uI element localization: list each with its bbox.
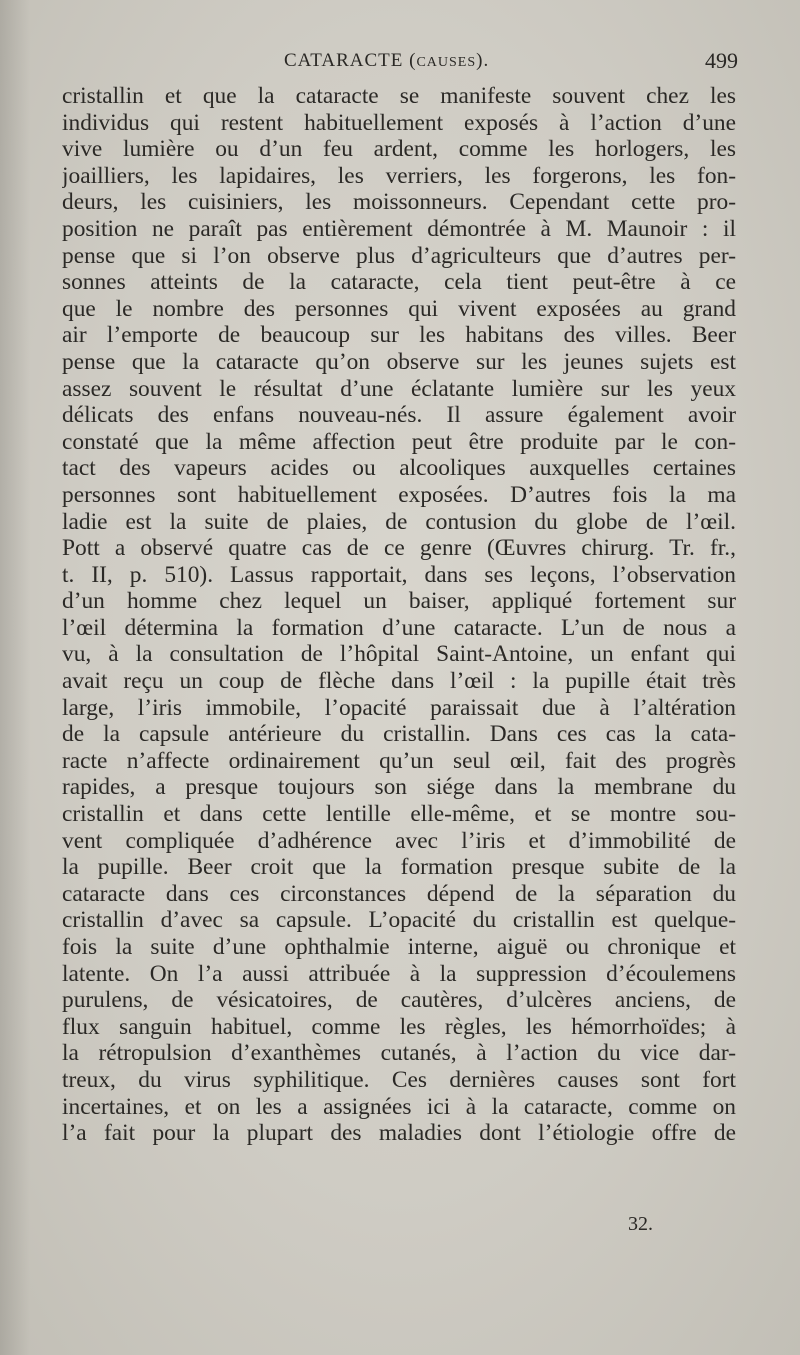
text-line: vent compliquée d’adhérence avec l’iris et d’immobilité de xyxy=(62,827,736,854)
text-line: assez souvent le résultat d’une éclatante lumière sur les yeux xyxy=(62,375,736,402)
running-head-main: CATARACTE ( xyxy=(284,50,417,71)
text-line: air l’emporte de beaucoup sur les habitans des villes. Beer xyxy=(62,322,736,349)
text-line: latente. On l’a aussi attribuée à la suppression d’écoulemens xyxy=(62,960,736,987)
text-line: la rétropulsion d’exanthèmes cutanés, à l’action du vice dar- xyxy=(62,1040,736,1067)
text-line: constaté que la même affection peut être produite par le con- xyxy=(62,428,736,455)
body-text xyxy=(62,83,736,1147)
page-edge-shadow xyxy=(0,0,30,1355)
text-line: cristallin et dans cette lentille elle-même, et se montre sou- xyxy=(62,801,736,828)
text-line: l’a fait pour la plupart des maladies dont l’étiologie offre de xyxy=(62,1120,736,1147)
text-line: cristallin et que la cataracte se manifeste souvent chez les xyxy=(62,83,736,109)
text-line: que le nombre des personnes qui vivent exposées au grand xyxy=(62,295,736,322)
text-line: racte n’affecte ordinairement qu’un seul œil, fait des progrès xyxy=(62,747,736,774)
text-line: position ne paraît pas entièrement démontrée à M. Maunoir : il xyxy=(62,215,736,242)
text-line: vive lumière ou d’un feu ardent, comme les horlogers, les xyxy=(62,136,736,163)
page-number: 499 xyxy=(705,48,738,73)
text-line: rapides, a presque toujours son siége dans la membrane du xyxy=(62,774,736,801)
text-line: cataracte dans ces circonstances dépend de la séparation du xyxy=(62,880,736,907)
page-header xyxy=(62,44,738,84)
text-line: deurs, les cuisiniers, les moissonneurs. Cependant cette pro- xyxy=(62,189,736,216)
text-line: incertaines, et on les a assignées ici à la cataracte, comme on xyxy=(62,1093,736,1120)
text-line: la pupille. Beer croit que la formation presque subite de la xyxy=(62,854,736,881)
text-line: pense que si l’on observe plus d’agriculteurs que d’autres per- xyxy=(62,242,736,269)
text-line: vu, à la consultation de l’hôpital Saint-Antoine, un enfant qui xyxy=(62,641,736,668)
text-line: ladie est la suite de plaies, de contusion du globe de l’œil. xyxy=(62,508,736,535)
text-line: individus qui restent habituellement exposés à l’action d’une xyxy=(62,109,736,136)
text-line: flux sanguin habituel, comme les règles, les hémorrhoïdes; à xyxy=(62,1013,736,1040)
text-line: large, l’iris immobile, l’opacité paraissait due à l’altération xyxy=(62,694,736,721)
text-line: d’un homme chez lequel un baiser, appliqué fortement sur xyxy=(62,588,736,615)
text-line: l’œil détermina la formation d’une cataracte. L’un de nous a xyxy=(62,614,736,641)
text-line: purulens, de vésicatoires, de cautères, d’ulcères anciens, de xyxy=(62,987,736,1014)
text-line: personnes sont habituellement exposées. D’autres fois la ma xyxy=(62,481,736,508)
text-line: joailliers, les lapidaires, les verriers, les forgerons, les fon- xyxy=(62,162,736,189)
text-line: t. II, p. 510). Lassus rapportait, dans ses leçons, l’observation xyxy=(62,561,736,588)
running-head-small: CAUSES xyxy=(416,55,477,70)
running-head-end: ). xyxy=(476,50,490,71)
text-line: treux, du virus syphilitique. Ces dernières causes sont fort xyxy=(62,1066,736,1093)
text-line: sonnes atteints de la cataracte, cela tient peut-être à ce xyxy=(62,269,736,296)
text-line: de la capsule antérieure du cristallin. Dans ces cas la cata- xyxy=(62,721,736,748)
text-line: tact des vapeurs acides ou alcooliques auxquelles certaines xyxy=(62,455,736,482)
signature-mark: 32. xyxy=(628,1213,653,1235)
text-line: Pott a observé quatre cas de ce genre (Œuvres chirurg. Tr. fr., xyxy=(62,535,736,562)
text-line: délicats des enfans nouveau-nés. Il assure également avoir xyxy=(62,402,736,429)
text-line: cristallin d’avec sa capsule. L’opacité du cristallin est quelque- xyxy=(62,907,736,934)
text-line: pense que la cataracte qu’on observe sur les jeunes sujets est xyxy=(62,348,736,375)
running-head xyxy=(284,50,489,72)
text-line: avait reçu un coup de flèche dans l’œil : la pupille était très xyxy=(62,668,736,695)
text-line: fois la suite d’une ophthalmie interne, aiguë ou chronique et xyxy=(62,934,736,960)
